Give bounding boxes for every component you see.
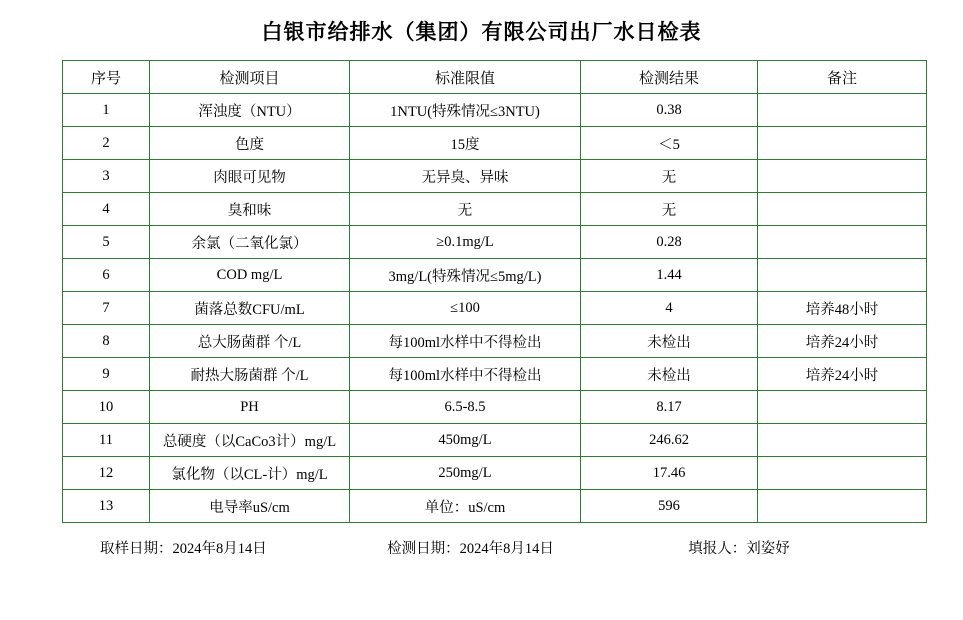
- cell-limit: 6.5-8.5: [350, 391, 581, 424]
- cell-result: 0.28: [581, 226, 758, 259]
- cell-no: 12: [63, 457, 150, 490]
- header-limit: 标准限值: [350, 61, 581, 94]
- table-row: [63, 358, 927, 391]
- cell-item: 氯化物（以CL-计）mg/L: [150, 457, 350, 490]
- cell-remark: [758, 226, 927, 259]
- cell-no: 2: [63, 127, 150, 160]
- table-row: [63, 391, 927, 424]
- table-row: [63, 292, 927, 325]
- cell-limit: 无: [350, 193, 581, 226]
- cell-remark: [758, 490, 927, 523]
- cell-no: 10: [63, 391, 150, 424]
- cell-remark: [758, 424, 927, 457]
- cell-no: 6: [63, 259, 150, 292]
- cell-limit: 无异臭、异味: [350, 160, 581, 193]
- table-row: [63, 226, 927, 259]
- cell-limit: 250mg/L: [350, 457, 581, 490]
- cell-item: 臭和味: [150, 193, 350, 226]
- cell-result: 8.17: [581, 391, 758, 424]
- cell-limit: 每100ml水样中不得检出: [350, 325, 581, 358]
- header-remark: 备注: [758, 61, 927, 94]
- cell-result: 4: [581, 292, 758, 325]
- cell-result: 无: [581, 160, 758, 193]
- header-item: 检测项目: [150, 61, 350, 94]
- table-row: [63, 127, 927, 160]
- cell-limit: 450mg/L: [350, 424, 581, 457]
- cell-limit: ≤100: [350, 292, 581, 325]
- header-result: 检测结果: [581, 61, 758, 94]
- page-title: 白银市给排水（集团）有限公司出厂水日检表: [261, 20, 702, 44]
- cell-result: 246.62: [581, 424, 758, 457]
- cell-item: 浑浊度（NTU）: [150, 94, 350, 127]
- cell-no: 9: [63, 358, 150, 391]
- cell-remark: [758, 127, 927, 160]
- cell-item: 肉眼可见物: [150, 160, 350, 193]
- cell-item: 总硬度（以CaCo3计）mg/L: [150, 424, 350, 457]
- table-row: [63, 94, 927, 127]
- sample-date: 取样日期：2024年8月14日: [100, 541, 267, 557]
- header-no: 序号: [63, 61, 150, 94]
- cell-result: 596: [581, 490, 758, 523]
- cell-result: 未检出: [581, 325, 758, 358]
- cell-no: 11: [63, 424, 150, 457]
- cell-result: 17.46: [581, 457, 758, 490]
- report-table-container: [0, 60, 963, 523]
- table-header: [63, 61, 927, 94]
- cell-remark: [758, 457, 927, 490]
- cell-no: 13: [63, 490, 150, 523]
- cell-remark: [758, 193, 927, 226]
- cell-no: 3: [63, 160, 150, 193]
- cell-limit: 15度: [350, 127, 581, 160]
- cell-remark: [758, 259, 927, 292]
- cell-limit: 每100ml水样中不得检出: [350, 358, 581, 391]
- cell-no: 4: [63, 193, 150, 226]
- table-body: [63, 94, 927, 523]
- cell-result: 1.44: [581, 259, 758, 292]
- table-row: [63, 325, 927, 358]
- cell-item: 总大肠菌群 个/L: [150, 325, 350, 358]
- reporter-name: 填报人：刘姿妤: [688, 541, 790, 557]
- cell-no: 5: [63, 226, 150, 259]
- cell-limit: 单位：uS/cm: [350, 490, 581, 523]
- cell-item: 色度: [150, 127, 350, 160]
- cell-remark: [758, 391, 927, 424]
- table-row: [63, 193, 927, 226]
- table-header-row: [63, 61, 927, 94]
- cell-item: 余氯（二氧化氯）: [150, 226, 350, 259]
- table-row: [63, 490, 927, 523]
- cell-item: 菌落总数CFU/mL: [150, 292, 350, 325]
- cell-no: 8: [63, 325, 150, 358]
- cell-no: 1: [63, 94, 150, 127]
- cell-no: 7: [63, 292, 150, 325]
- cell-result: ＜5: [581, 127, 758, 160]
- cell-result: 0.38: [581, 94, 758, 127]
- table-row: [63, 457, 927, 490]
- cell-limit: 3mg/L(特殊情况≤5mg/L): [350, 259, 581, 292]
- cell-result: 无: [581, 193, 758, 226]
- cell-item: 电导率uS/cm: [150, 490, 350, 523]
- water-quality-table: [62, 60, 927, 523]
- test-date: 检测日期：2024年8月14日: [387, 541, 554, 557]
- cell-limit: 1NTU(特殊情况≤3NTU): [350, 94, 581, 127]
- cell-remark: 培养24小时: [758, 325, 927, 358]
- cell-remark: [758, 160, 927, 193]
- table-row: [63, 424, 927, 457]
- document-footer: [0, 537, 963, 558]
- cell-remark: 培养48小时: [758, 292, 927, 325]
- table-row: [63, 160, 927, 193]
- cell-limit: ≥0.1mg/L: [350, 226, 581, 259]
- cell-item: 耐热大肠菌群 个/L: [150, 358, 350, 391]
- cell-remark: 培养24小时: [758, 358, 927, 391]
- table-row: [63, 259, 927, 292]
- cell-result: 未检出: [581, 358, 758, 391]
- cell-item: COD mg/L: [150, 259, 350, 292]
- cell-remark: [758, 94, 927, 127]
- cell-item: PH: [150, 391, 350, 424]
